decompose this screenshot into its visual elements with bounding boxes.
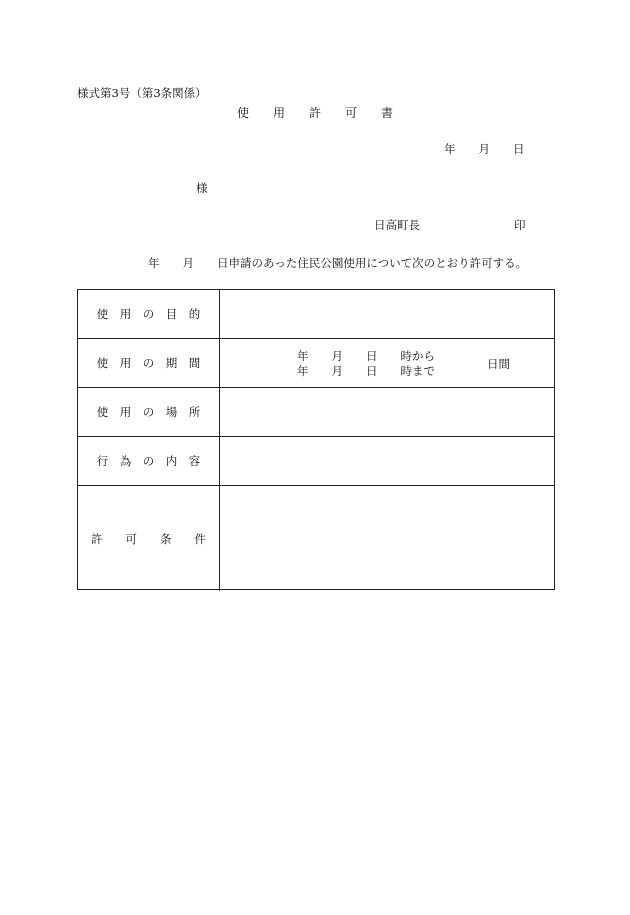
issuer-name: 日高町長 — [374, 218, 420, 232]
table-row-period — [78, 339, 554, 388]
document-title: 使 用 許 可 書 — [237, 106, 394, 120]
row-label-conditions: 許 可 条 件 — [91, 531, 206, 546]
table-row-location — [78, 388, 554, 437]
label-cell — [78, 290, 220, 338]
label-cell — [78, 339, 220, 387]
period-to: 年 月 日 時まで — [297, 364, 435, 378]
permit-table — [77, 289, 555, 590]
permission-statement: 年 月 日申請のあった住民公園使用について次のとおり許可する。 — [148, 256, 528, 270]
label-cell — [78, 486, 220, 591]
row-label-purpose: 使 用 の 目 的 — [96, 307, 201, 321]
period-days: 日間 — [487, 357, 510, 371]
addressee-suffix: 様 — [196, 181, 208, 195]
row-label-period: 使 用 の 期 間 — [96, 356, 201, 370]
table-row-activity — [78, 437, 554, 486]
label-cell — [78, 388, 220, 436]
date-line: 年 月 日 — [444, 142, 525, 156]
seal-mark: 印 — [514, 218, 526, 232]
table-row-conditions — [78, 486, 554, 591]
form-number: 様式第3号（第3条関係） — [77, 86, 207, 100]
row-label-location: 使 用 の 場 所 — [96, 405, 201, 419]
row-label-activity: 行 為 の 内 容 — [96, 454, 201, 468]
label-cell — [78, 437, 220, 485]
period-from: 年 月 日 時から — [297, 349, 435, 363]
table-row-purpose — [78, 290, 554, 339]
